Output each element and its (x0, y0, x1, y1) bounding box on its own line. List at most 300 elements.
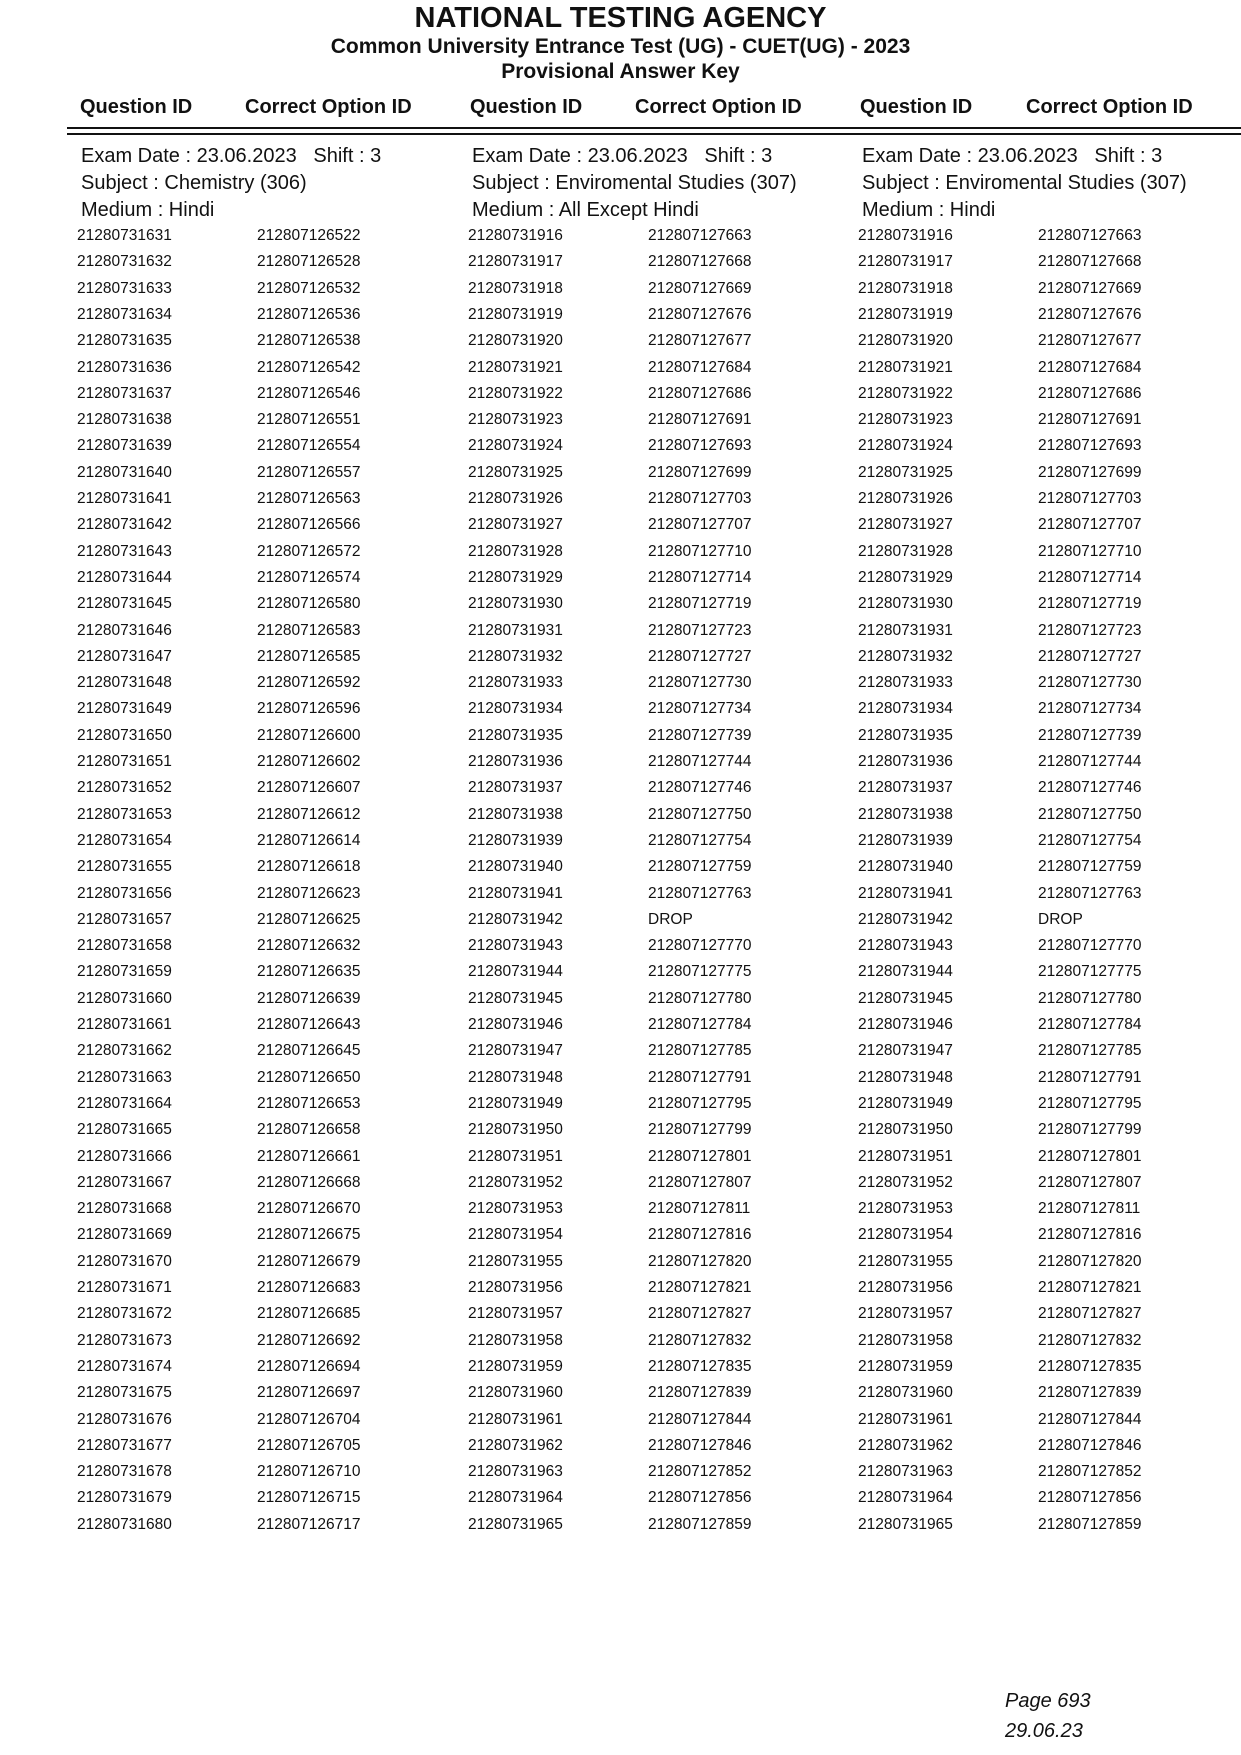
column-header-question-id-3: Question ID (860, 96, 973, 118)
column-header-question-id-1: Question ID (80, 96, 193, 118)
question-id-cell: 21280731677 (77, 1436, 172, 1454)
question-id-cell: 21280731930 (468, 595, 563, 613)
question-id-cell: 21280731936 (468, 753, 563, 770)
correct-option-id-cell: 212807126596 (257, 700, 361, 718)
correct-option-id-cell: 212807126685 (257, 1305, 361, 1323)
question-id-cell: 21280731937 (468, 779, 563, 797)
exam-medium: Medium : Hindi (862, 199, 996, 221)
correct-option-id-cell: 212807127832 (1038, 1331, 1142, 1349)
question-id-cell: 21280731949 (468, 1094, 563, 1112)
question-id-cell: 21280731920 (858, 332, 953, 350)
correct-option-id-cell: 212807127775 (1038, 963, 1142, 981)
correct-option-id-cell: 212807127734 (1038, 700, 1142, 718)
question-id-cell: 21280731678 (77, 1463, 172, 1481)
correct-option-id-cell: 212807126661 (257, 1147, 361, 1165)
question-id-cell: 21280731932 (468, 647, 563, 665)
correct-option-id-cell: 212807127852 (1038, 1463, 1142, 1481)
question-id-cell: 21280731959 (858, 1357, 953, 1375)
question-id-cell: 21280731657 (77, 910, 172, 928)
correct-option-id-cell: 212807126583 (257, 621, 361, 639)
correct-option-id-cell: 212807126551 (257, 411, 361, 429)
correct-option-id-cell: 212807126572 (257, 542, 361, 560)
question-id-cell: 21280731933 (468, 674, 563, 692)
correct-option-id-cell: 212807127839 (1038, 1384, 1142, 1402)
correct-option-id-cell: 212807127801 (1038, 1147, 1142, 1165)
question-id-cell: 21280731960 (468, 1384, 563, 1402)
correct-option-id-cell: 212807127703 (648, 490, 752, 507)
question-id-cell: 21280731961 (468, 1410, 563, 1428)
correct-option-id-cell: 212807127691 (648, 411, 752, 429)
question-id-cell: 21280731956 (468, 1279, 563, 1296)
question-id-cell: 21280731939 (858, 831, 953, 849)
question-id-cell: 21280731926 (468, 490, 563, 507)
correct-option-id-cell: 212807126645 (257, 1042, 361, 1060)
question-id-cell: 21280731643 (77, 542, 172, 560)
correct-option-id-cell: 212807126705 (257, 1436, 361, 1454)
question-id-cell: 21280731672 (77, 1305, 172, 1323)
correct-option-id-cell: 212807127686 (648, 384, 752, 402)
correct-option-id-cell: 212807127821 (1038, 1279, 1142, 1296)
correct-option-id-cell: 212807127750 (1038, 805, 1142, 823)
correct-option-id-cell: 212807127744 (1038, 753, 1142, 770)
question-id-cell: 21280731931 (858, 621, 953, 639)
question-id-cell: 21280731934 (468, 700, 563, 718)
correct-option-id-cell: 212807127710 (648, 542, 752, 560)
question-id-cell: 21280731925 (468, 463, 563, 481)
correct-option-id-cell: 212807126618 (257, 858, 361, 876)
question-id-cell: 21280731935 (468, 726, 563, 744)
correct-option-id-cell: 212807126625 (257, 910, 361, 928)
exam-block-1 (81, 143, 471, 224)
question-id-cell: 21280731928 (468, 542, 563, 560)
correct-option-id-cell: 212807127663 (648, 227, 752, 244)
document-type: Provisional Answer Key (501, 60, 740, 83)
correct-option-id-cell: 212807126623 (257, 884, 361, 902)
correct-option-id-cell: 212807127770 (648, 937, 752, 955)
question-id-cell: 21280731950 (468, 1121, 563, 1139)
correct-option-id-cell: 212807127795 (1038, 1094, 1142, 1112)
exam-shift: Shift : 3 (313, 145, 382, 167)
exam-subject: Subject : Chemistry (306) (81, 172, 307, 194)
question-id-cell: 21280731655 (77, 858, 172, 876)
column-header-correct-option-id-1: Correct Option ID (245, 96, 412, 118)
correct-option-id-cell: 212807127714 (648, 568, 752, 586)
question-id-cell: 21280731632 (77, 253, 172, 271)
question-id-cell: 21280731676 (77, 1410, 172, 1428)
question-id-cell: 21280731964 (468, 1489, 563, 1507)
exam-date: Exam Date : 23.06.2023 (81, 145, 297, 167)
correct-option-id-cell: 212807126710 (257, 1463, 361, 1481)
correct-option-id-cell: 212807127763 (1038, 884, 1142, 902)
question-id-cell: 21280731680 (77, 1515, 172, 1533)
correct-option-id-cell: 212807127820 (648, 1252, 752, 1270)
question-id-cell: 21280731925 (858, 463, 953, 481)
correct-option-id-cell: 212807127759 (648, 858, 752, 876)
question-id-cell: 21280731960 (858, 1384, 953, 1402)
question-id-cell: 21280731963 (468, 1463, 563, 1481)
correct-option-id-cell: 212807127759 (1038, 858, 1142, 876)
question-id-cell: 21280731937 (858, 779, 953, 797)
question-id-cell: 21280731942 (858, 910, 953, 928)
exam-date-shift (862, 143, 1241, 170)
exam-shift: Shift : 3 (704, 145, 773, 167)
correct-option-id-cell: DROP (648, 910, 693, 928)
correct-option-id-cell: 212807126717 (257, 1515, 361, 1533)
question-id-cell: 21280731954 (468, 1226, 563, 1244)
correct-option-id-cell: 212807127691 (1038, 411, 1142, 429)
question-id-cell: 21280731919 (858, 305, 953, 323)
correct-option-id-cell: 212807127801 (648, 1147, 752, 1165)
correct-option-id-cell: 212807127811 (1038, 1200, 1141, 1218)
question-id-cell: 21280731959 (468, 1357, 563, 1375)
exam-medium: Medium : All Except Hindi (472, 199, 699, 221)
correct-option-id-cell: 212807127816 (648, 1226, 752, 1244)
question-id-cell: 21280731957 (468, 1305, 563, 1323)
correct-option-id-cell: 212807127816 (1038, 1226, 1142, 1244)
correct-option-id-cell: 212807127707 (648, 516, 752, 534)
question-id-cell: 21280731954 (858, 1226, 953, 1244)
question-id-cell: 21280731953 (858, 1200, 953, 1218)
correct-option-id-cell: 212807127795 (648, 1094, 752, 1112)
correct-option-id-cell: 212807127730 (648, 674, 752, 692)
question-id-cell: 21280731965 (468, 1515, 563, 1533)
correct-option-id-cell: 212807127835 (648, 1357, 752, 1375)
question-id-cell: 21280731640 (77, 463, 172, 481)
correct-option-id-cell: 212807126650 (257, 1068, 361, 1086)
correct-option-id-cell: 212807127856 (1038, 1489, 1142, 1507)
correct-option-id-cell: 212807127859 (648, 1515, 752, 1533)
exam-date-shift (81, 143, 471, 170)
question-id-cell: 21280731952 (468, 1173, 563, 1191)
correct-option-id-cell: 212807126532 (257, 279, 361, 297)
question-id-cell: 21280731923 (858, 411, 953, 429)
question-id-cell: 21280731927 (858, 516, 953, 534)
question-id-cell: 21280731651 (77, 753, 172, 770)
correct-option-id-cell: 212807126632 (257, 937, 361, 955)
document-header (0, 0, 1241, 84)
correct-option-id-cell: 212807127827 (648, 1305, 752, 1323)
question-id-cell: 21280731639 (77, 437, 172, 455)
question-id-cell: 21280731935 (858, 726, 953, 744)
question-id-cell: 21280731931 (468, 621, 563, 639)
correct-option-id-cell: 212807126546 (257, 384, 361, 402)
correct-option-id-cell: 212807127746 (1038, 779, 1142, 797)
question-id-cell: 21280731932 (858, 647, 953, 665)
question-id-cell: 21280731936 (858, 753, 953, 770)
correct-option-id-cell: 212807127746 (648, 779, 752, 797)
question-id-cell: 21280731948 (468, 1068, 563, 1086)
correct-option-id-cell: 212807127846 (648, 1436, 752, 1454)
question-id-cell: 21280731953 (468, 1200, 563, 1218)
correct-option-id-cell: 212807126522 (257, 227, 361, 244)
correct-option-id-cell: 212807127827 (1038, 1305, 1142, 1323)
question-id-cell: 21280731675 (77, 1384, 172, 1402)
correct-option-id-cell: 212807127723 (648, 621, 752, 639)
agency-title: NATIONAL TESTING AGENCY (414, 2, 827, 34)
correct-option-id-cell: 212807126670 (257, 1200, 361, 1218)
question-id-cell: 21280731671 (77, 1279, 172, 1296)
question-id-cell: 21280731641 (77, 490, 172, 507)
correct-option-id-cell: 212807127684 (648, 358, 752, 376)
correct-option-id-cell: 212807127852 (648, 1463, 752, 1481)
correct-option-id-cell: 212807127821 (648, 1279, 752, 1296)
correct-option-id-cell: 212807127707 (1038, 516, 1142, 534)
question-id-cell: 21280731927 (468, 516, 563, 534)
exam-medium: Medium : Hindi (81, 199, 215, 221)
correct-option-id-cell: 212807127684 (1038, 358, 1142, 376)
question-id-cell: 21280731668 (77, 1200, 172, 1218)
correct-option-id-cell: 212807126668 (257, 1173, 361, 1191)
correct-option-id-cell: 212807126614 (257, 831, 361, 849)
question-id-cell: 21280731944 (858, 963, 953, 981)
question-id-cell: 21280731645 (77, 595, 172, 613)
correct-option-id-cell: 212807126528 (257, 253, 361, 271)
question-id-cell: 21280731938 (858, 805, 953, 823)
question-id-cell: 21280731964 (858, 1489, 953, 1507)
question-id-cell: 21280731642 (77, 516, 172, 534)
question-id-cell: 21280731662 (77, 1042, 172, 1060)
question-id-cell: 21280731946 (468, 1016, 563, 1033)
question-id-cell: 21280731917 (858, 253, 953, 271)
correct-option-id-cell: 212807126704 (257, 1410, 361, 1428)
correct-option-id-cell: 212807126679 (257, 1252, 361, 1270)
question-id-cell: 21280731943 (858, 937, 953, 955)
question-id-cell: 21280731945 (468, 989, 563, 1007)
question-id-cell: 21280731938 (468, 805, 563, 823)
question-id-cell: 21280731921 (468, 358, 563, 376)
exam-subject: Subject : Enviromental Studies (307) (472, 172, 797, 194)
question-id-cell: 21280731939 (468, 831, 563, 849)
question-id-cell: 21280731918 (468, 279, 563, 297)
question-id-cell: 21280731919 (468, 305, 563, 323)
question-id-cell: 21280731955 (468, 1252, 563, 1270)
question-id-cell: 21280731930 (858, 595, 953, 613)
correct-option-id-cell: 212807127784 (1038, 1016, 1142, 1033)
correct-option-id-cell: 212807127699 (1038, 463, 1142, 481)
correct-option-id-cell: 212807126635 (257, 963, 361, 981)
question-id-cell: 21280731940 (468, 858, 563, 876)
correct-option-id-cell: 212807127832 (648, 1331, 752, 1349)
correct-option-id-cell: 212807127734 (648, 700, 752, 718)
question-id-cell: 21280731648 (77, 674, 172, 692)
correct-option-id-cell: 212807126683 (257, 1279, 361, 1296)
question-id-cell: 21280731654 (77, 831, 172, 849)
correct-option-id-cell: 212807127677 (1038, 332, 1142, 350)
question-id-cell: 21280731951 (858, 1147, 953, 1165)
exam-date: Exam Date : 23.06.2023 (862, 145, 1078, 167)
question-id-cell: 21280731664 (77, 1094, 172, 1112)
correct-option-id-cell: 212807127807 (1038, 1173, 1142, 1191)
correct-option-id-cell: 212807127710 (1038, 542, 1142, 560)
correct-option-id-cell: 212807127668 (648, 253, 752, 271)
question-id-cell: 21280731670 (77, 1252, 172, 1270)
correct-option-id-cell: 212807126694 (257, 1357, 361, 1375)
correct-option-id-cell: 212807127807 (648, 1173, 752, 1191)
correct-option-id-cell: 212807127719 (648, 595, 752, 613)
question-id-cell: 21280731647 (77, 647, 172, 665)
correct-option-id-cell: 212807127739 (648, 726, 752, 744)
question-id-cell: 21280731950 (858, 1121, 953, 1139)
correct-option-id-cell: 212807126639 (257, 989, 361, 1007)
question-id-cell: 21280731924 (468, 437, 563, 455)
question-id-cell: 21280731637 (77, 384, 172, 402)
correct-option-id-cell: 212807126538 (257, 332, 361, 350)
question-id-cell: 21280731934 (858, 700, 953, 718)
question-id-cell: 21280731667 (77, 1173, 172, 1191)
question-id-cell: 21280731669 (77, 1226, 172, 1244)
question-id-cell: 21280731926 (858, 490, 953, 507)
correct-option-id-cell: 212807126574 (257, 568, 361, 586)
column-header-correct-option-id-2: Correct Option ID (635, 96, 802, 118)
correct-option-id-cell: 212807126592 (257, 674, 361, 692)
correct-option-id-cell: 212807127676 (648, 305, 752, 323)
question-id-cell: 21280731917 (468, 253, 563, 271)
question-id-cell: 21280731658 (77, 937, 172, 955)
question-id-cell: 21280731916 (858, 227, 953, 244)
column-header-correct-option-id-3: Correct Option ID (1026, 96, 1193, 118)
correct-option-id-cell: 212807126600 (257, 726, 361, 744)
correct-option-id-cell: 212807127770 (1038, 937, 1142, 955)
question-id-cell: 21280731949 (858, 1094, 953, 1112)
question-id-cell: 21280731945 (858, 989, 953, 1007)
correct-option-id-cell: 212807127856 (648, 1489, 752, 1507)
correct-option-id-cell: 212807127676 (1038, 305, 1142, 323)
question-id-cell: 21280731918 (858, 279, 953, 297)
correct-option-id-cell: 212807127686 (1038, 384, 1142, 402)
question-id-cell: 21280731636 (77, 358, 172, 376)
question-id-cell: 21280731955 (858, 1252, 953, 1270)
correct-option-id-cell: 212807127714 (1038, 568, 1142, 586)
correct-option-id-cell: 212807127719 (1038, 595, 1142, 613)
question-id-cell: 21280731661 (77, 1016, 172, 1033)
question-id-cell: 21280731921 (858, 358, 953, 376)
question-id-cell: 21280731957 (858, 1305, 953, 1323)
question-id-cell: 21280731653 (77, 805, 172, 823)
correct-option-id-cell: 212807127754 (648, 831, 752, 849)
correct-option-id-cell: 212807127785 (1038, 1042, 1142, 1060)
question-id-cell: 21280731673 (77, 1331, 172, 1349)
exam-block-3 (862, 143, 1241, 224)
question-id-cell: 21280731650 (77, 726, 172, 744)
question-id-cell: 21280731958 (468, 1331, 563, 1349)
question-id-cell: 21280731679 (77, 1489, 172, 1507)
correct-option-id-cell: 212807126607 (257, 779, 361, 797)
correct-option-id-cell: 212807126557 (257, 463, 361, 481)
question-id-cell: 21280731961 (858, 1410, 953, 1428)
question-id-cell: 21280731952 (858, 1173, 953, 1191)
question-id-cell: 21280731951 (468, 1147, 563, 1165)
question-id-cell: 21280731634 (77, 305, 172, 323)
correct-option-id-cell: 212807126643 (257, 1016, 361, 1033)
correct-option-id-cell: 212807126697 (257, 1384, 361, 1402)
question-id-cell: 21280731958 (858, 1331, 953, 1349)
question-id-cell: 21280731962 (468, 1436, 563, 1454)
question-id-cell: 21280731963 (858, 1463, 953, 1481)
correct-option-id-cell: 212807127699 (648, 463, 752, 481)
correct-option-id-cell: 212807127730 (1038, 674, 1142, 692)
correct-option-id-cell: 212807127763 (648, 884, 752, 902)
question-id-cell: 21280731933 (858, 674, 953, 692)
question-id-cell: 21280731666 (77, 1147, 172, 1165)
correct-option-id-cell: 212807127811 (648, 1200, 751, 1218)
question-id-cell: 21280731941 (468, 884, 563, 902)
question-id-cell: 21280731928 (858, 542, 953, 560)
correct-option-id-cell: 212807127723 (1038, 621, 1142, 639)
correct-option-id-cell: 212807127669 (648, 279, 752, 297)
correct-option-id-cell: 212807127780 (648, 989, 752, 1007)
correct-option-id-cell: 212807127785 (648, 1042, 752, 1060)
exam-block-2 (472, 143, 862, 224)
question-id-cell: 21280731956 (858, 1279, 953, 1296)
correct-option-id-cell: 212807127750 (648, 805, 752, 823)
question-id-cell: 21280731646 (77, 621, 172, 639)
page-number: Page 693 (1005, 1690, 1091, 1712)
question-id-cell: 21280731663 (77, 1068, 172, 1086)
header-rule-top (67, 127, 1241, 129)
correct-option-id-cell: 212807127754 (1038, 831, 1142, 849)
question-id-cell: 21280731929 (468, 568, 563, 586)
question-id-cell: 21280731948 (858, 1068, 953, 1086)
correct-option-id-cell: 212807127844 (1038, 1410, 1142, 1428)
correct-option-id-cell: 212807126653 (257, 1094, 361, 1112)
question-id-cell: 21280731652 (77, 779, 172, 797)
correct-option-id-cell: 212807127663 (1038, 227, 1142, 244)
correct-option-id-cell: 212807127703 (1038, 490, 1142, 507)
correct-option-id-cell: 212807126602 (257, 753, 361, 770)
correct-option-id-cell: 212807127784 (648, 1016, 752, 1033)
column-header-question-id-2: Question ID (470, 96, 583, 118)
question-id-cell: 21280731942 (468, 910, 563, 928)
exam-date-shift (472, 143, 862, 170)
correct-option-id-cell: 212807127739 (1038, 726, 1142, 744)
question-id-cell: 21280731635 (77, 332, 172, 350)
question-id-cell: 21280731947 (468, 1042, 563, 1060)
correct-option-id-cell: 212807126692 (257, 1331, 361, 1349)
question-id-cell: 21280731638 (77, 411, 172, 429)
exam-date: Exam Date : 23.06.2023 (472, 145, 688, 167)
correct-option-id-cell: 212807127693 (1038, 437, 1142, 455)
exam-shift: Shift : 3 (1094, 145, 1163, 167)
question-id-cell: 21280731965 (858, 1515, 953, 1533)
question-id-cell: 21280731916 (468, 227, 563, 244)
header-rule-bottom (67, 133, 1241, 135)
question-id-cell: 21280731644 (77, 568, 172, 586)
correct-option-id-cell: 212807126536 (257, 305, 361, 323)
question-id-cell: 21280731922 (468, 384, 563, 402)
correct-option-id-cell: 212807127669 (1038, 279, 1142, 297)
correct-option-id-cell: 212807126658 (257, 1121, 361, 1139)
question-id-cell: 21280731656 (77, 884, 172, 902)
question-id-cell: 21280731923 (468, 411, 563, 429)
footer-date: 29.06.23 (1005, 1720, 1083, 1742)
question-id-cell: 21280731962 (858, 1436, 953, 1454)
question-id-cell: 21280731943 (468, 937, 563, 955)
correct-option-id-cell: DROP (1038, 910, 1083, 928)
correct-option-id-cell: 212807127835 (1038, 1357, 1142, 1375)
correct-option-id-cell: 212807127727 (1038, 647, 1142, 665)
question-id-cell: 21280731649 (77, 700, 172, 718)
question-id-cell: 21280731946 (858, 1016, 953, 1033)
question-id-cell: 21280731929 (858, 568, 953, 586)
question-id-cell: 21280731660 (77, 989, 172, 1007)
correct-option-id-cell: 212807126554 (257, 437, 361, 455)
question-id-cell: 21280731631 (77, 227, 172, 244)
correct-option-id-cell: 212807126715 (257, 1489, 361, 1507)
question-id-cell: 21280731940 (858, 858, 953, 876)
question-id-cell: 21280731920 (468, 332, 563, 350)
correct-option-id-cell: 212807126542 (257, 358, 361, 376)
correct-option-id-cell: 212807127744 (648, 753, 752, 770)
